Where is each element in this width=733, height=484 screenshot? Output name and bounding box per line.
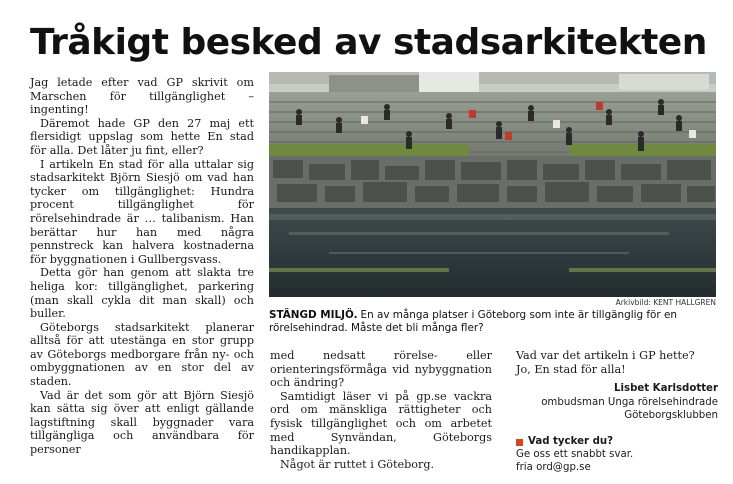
caption-text: En av många platser i Göteborg som inte är tillgänglig för en rörelsehindrad. Måste det bli många fler? bbox=[269, 309, 677, 334]
paragraph: I artikeln En stad för alla uttalar sig stadsarkitekt Björn Siesjö om vad han tycker om tillgänglighet: Hundra procent tillgänglighet för rörelsehindrade är … talibanism. Han berättar hur han med några pennstreck kan halvera kostnaderna för byggnationen i Gullbergsvass. bbox=[30, 157, 254, 266]
feedback-email[interactable]: fria ord@gp.se bbox=[516, 461, 591, 473]
article-column-2 bbox=[270, 349, 492, 471]
paragraph: Göteborgs stadsarkitekt planerar alltså för att utestänga en stor grupp av Göteborgs medborgare från ny- och ombyggnationen av en stor del av staden. bbox=[30, 320, 254, 389]
paragraph: Vad var det artikeln i GP hette? bbox=[516, 349, 695, 362]
article-column-3 bbox=[516, 349, 718, 474]
signature-name: Lisbet Karlsdotter bbox=[614, 383, 718, 395]
paragraph: Vad är det som gör att Björn Siesjö kan sätta sig över att enligt gällande lagstiftning skall byggnader vara tillgängliga och användbara för personer bbox=[30, 388, 254, 457]
photo-caption bbox=[269, 309, 716, 335]
paragraph: med nedsatt rörelse- eller orienteringsförmåga vid nybyggnation och ändring? bbox=[270, 349, 492, 390]
caption-lead: STÄNGD MILJÖ. bbox=[269, 309, 358, 321]
paragraph: Detta gör han genom att slakta tre heliga kor: tillgänglighet, parkering (man skall cykla dit man skall) och buller. bbox=[30, 266, 254, 321]
feedback-box bbox=[516, 436, 718, 474]
signature-title: ombudsman Unga rörelsehindrade bbox=[541, 396, 718, 408]
square-bullet-icon bbox=[516, 439, 523, 446]
paragraph: Jag letade efter vad GP skrivit om Marschen för tillgänglighet – ingenting! bbox=[30, 76, 254, 117]
feedback-line: Ge oss ett snabbt svar. bbox=[516, 449, 634, 460]
photo-credit: Arkivbild: KENT HALLGREN bbox=[615, 298, 716, 307]
article-photo bbox=[269, 72, 716, 297]
headline: Tråkigt besked av stadsarkitekten bbox=[30, 22, 707, 63]
article-column-1 bbox=[30, 76, 254, 457]
paragraph: Samtidigt läser vi på gp.se vackra ord om mänskliga rättigheter och fysisk tillgänglighet och om arbetet med Synvändan, Göteborgs handikapplan. bbox=[270, 389, 492, 458]
feedback-heading-text: Vad tycker du? bbox=[528, 436, 614, 448]
signature bbox=[516, 382, 718, 422]
signature-org: Göteborgsklubben bbox=[624, 410, 718, 421]
paragraph: Något är ruttet i Göteborg. bbox=[280, 457, 435, 471]
paragraph: Jo, En stad för alla! bbox=[516, 362, 626, 376]
paragraph: Däremot hade GP den 27 maj ett flersidigt uppslag som hette En stad för alla. Det låter ju fint, eller? bbox=[30, 116, 254, 157]
photo-illustration bbox=[269, 72, 716, 297]
feedback-heading bbox=[516, 436, 718, 449]
